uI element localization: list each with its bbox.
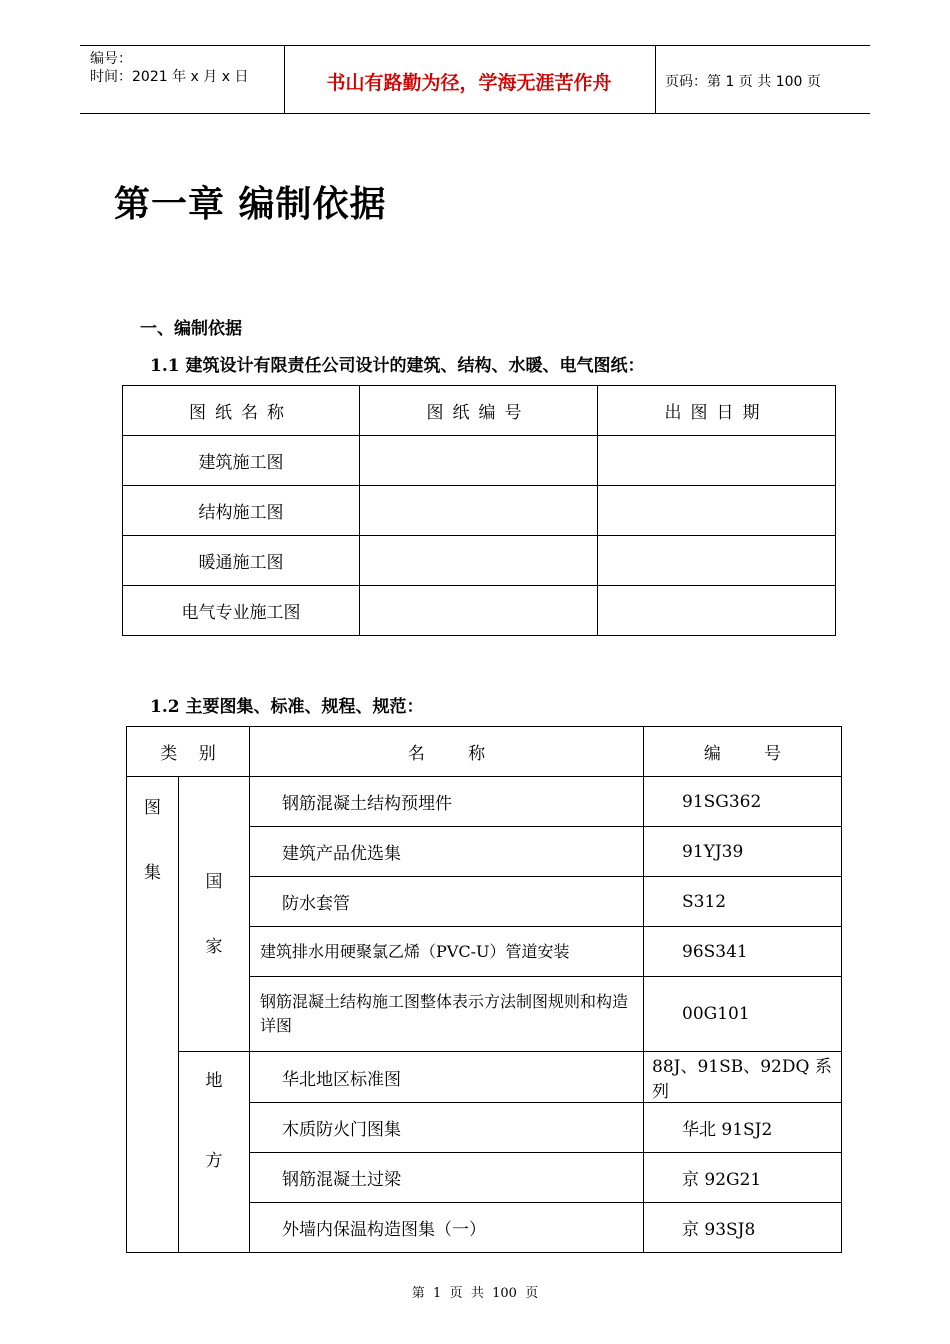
date-label: 时间：2021 年 x 月 x 日 [90,69,249,85]
table-row [127,777,842,827]
standard-name: 建筑排水用硬聚氯乙烯（PVC-U）管道安装 [250,927,644,977]
chapter-title: 第一章 编制依据 [114,183,387,225]
standard-name: 防水套管 [250,877,644,927]
table-row [127,1052,842,1103]
table-cell [598,536,836,586]
table-row [123,536,836,586]
standard-code: 88J、91SB、92DQ 系列 [644,1052,842,1103]
header-divider-right [655,45,656,113]
header-meta [90,50,248,86]
col-header-name: 图纸名称 [123,386,360,436]
section-heading: 一、编制依据 [140,319,242,339]
table-header-row [127,727,842,777]
category-atlas-char: 集 [144,863,161,883]
standard-code: S312 [644,877,842,927]
standard-code: 96S341 [644,927,842,977]
table-cell [360,436,598,486]
col-header-date: 出图日期 [598,386,836,436]
standard-code: 00G101 [644,977,842,1052]
col-header-category: 类 别 [127,727,250,777]
col-header-title: 名 称 [250,727,644,777]
table-cell [360,536,598,586]
category-local [179,1052,250,1253]
category-atlas [127,777,179,1253]
standards-table [126,726,842,1253]
category-atlas-char: 图 [144,798,161,818]
standard-code: 91SG362 [644,777,842,827]
standard-code: 华北 91SJ2 [644,1103,842,1153]
table-row [123,586,836,636]
header-motto: 书山有路勤为径，学海无涯苦作舟 [326,72,612,94]
standard-name: 外墙内保温构造图集（一） [250,1203,644,1253]
table-cell: 电气专业施工图 [123,586,360,636]
number-label: 编号： [90,51,132,67]
category-national [179,777,250,1052]
table-cell: 建筑施工图 [123,436,360,486]
subsection-1-1: 1.1 建筑设计有限责任公司设计的建筑、结构、水暖、电气图纸： [150,356,645,376]
table-row [123,436,836,486]
table-row [123,486,836,536]
standard-name: 建筑产品优选集 [250,827,644,877]
table-cell: 结构施工图 [123,486,360,536]
standard-name: 钢筋混凝土结构施工图整体表示方法制图规则和构造详图 [250,977,644,1052]
table-cell [598,486,836,536]
standard-code: 91YJ39 [644,827,842,877]
header-bottom-rule [80,113,870,114]
table-cell: 暖通施工图 [123,536,360,586]
category-national-char: 家 [205,937,223,957]
subsection-1-2: 1.2 主要图集、标准、规程、规范： [150,697,424,717]
page-footer: 第 1 页 共 100 页 [411,1286,539,1301]
drawings-table [122,385,836,636]
standard-name: 钢筋混凝土过梁 [250,1153,644,1203]
header-top-rule [80,45,870,46]
col-header-code: 编 号 [644,727,842,777]
standard-name: 木质防火门图集 [250,1103,644,1153]
category-local-char: 方 [205,1151,223,1171]
standard-code: 京 93SJ8 [644,1203,842,1253]
table-cell [598,436,836,486]
table-cell [360,586,598,636]
page-info: 页码：第 1 页 共 100 页 [665,74,821,90]
category-national-char: 国 [205,872,223,892]
standard-name: 华北地区标准图 [250,1052,644,1103]
table-header-row [123,386,836,436]
standard-name: 钢筋混凝土结构预埋件 [250,777,644,827]
col-header-number: 图纸编号 [360,386,598,436]
category-local-char: 地 [205,1071,223,1091]
table-cell [598,586,836,636]
table-cell [360,486,598,536]
standard-code: 京 92G21 [644,1153,842,1203]
